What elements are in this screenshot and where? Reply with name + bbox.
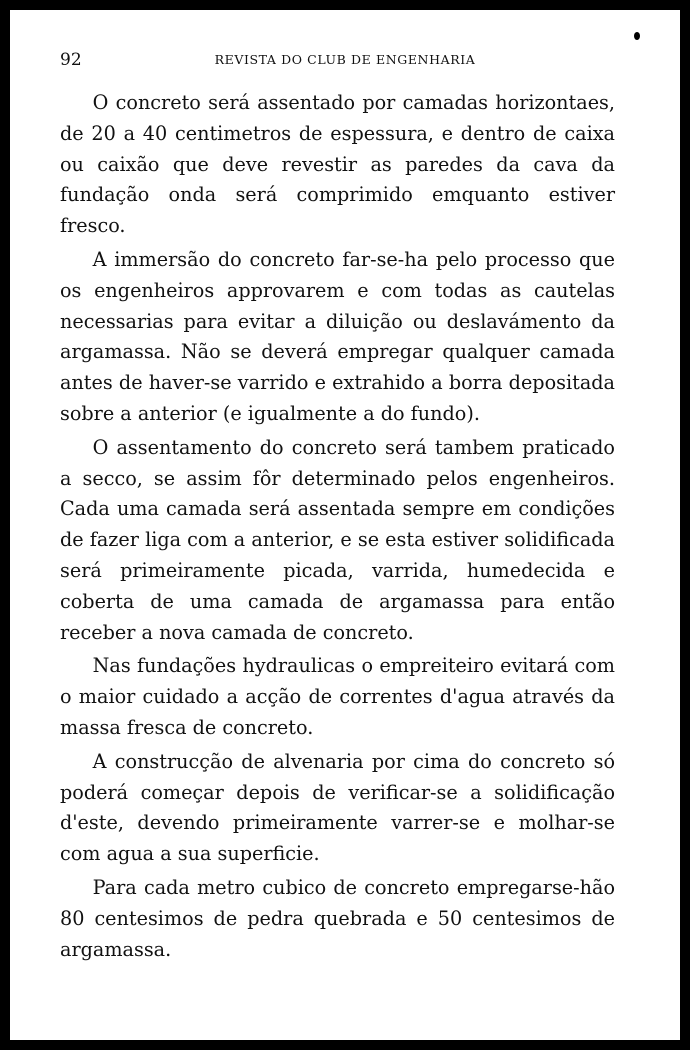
paragraph-5: A construcção de alvenaria por cima do concreto só poderá começar depois de verificar-se a solidificação d'este, devendo primeiramente varrer-se e molhar-se com agua a sua superficie. <box>60 749 615 866</box>
page-header <box>60 46 630 76</box>
running-title: REVISTA DO CLUB DE ENGENHARIA <box>214 52 476 67</box>
paragraph-3: O assentamento do concreto será tambem praticado a secco, se assim fôr determinado pelos engenheiros. Cada uma camada será assentada sempre em condições de fazer liga com a anterior, e se esta estiver solidificada será primeiramente picada, varrida, humedecida e coberta de uma camada de argamassa para então receber a nova camada de concreto. <box>60 435 615 644</box>
paragraph-4: Nas fundações hydraulicas o empreiteiro evitará com o maior cuidado a acção de correntes d'agua através da massa fresca de concreto. <box>60 654 615 739</box>
book-page <box>10 10 680 1040</box>
body-text <box>60 88 615 968</box>
page-number: 92 <box>60 50 82 70</box>
paragraph-1: O concreto será assentado por camadas horizontaes, de 20 a 40 centimetros de espessura, e dentro de caixa ou caixão que deve revestir as paredes da cava da fundação onda será comprimido emquanto estiver fresco. <box>60 91 615 238</box>
paragraph-2: A immersão do concreto far-se-ha pelo processo que os engenheiros approvarem e com todas as cautelas necessarias para evitar a diluição ou deslavámento da argamassa. Não se deverá empregar qualquer camada antes de haver-se varrido e extrahido a borra depositada sobre a anterior (e igualmente a do fundo). <box>60 247 615 425</box>
paragraph-6: Para cada metro cubico de concreto empregarse-hão 80 centesimos de pedra quebrada e 50 centesimos de argamassa. <box>60 875 615 961</box>
ink-speck-dot <box>634 32 640 40</box>
